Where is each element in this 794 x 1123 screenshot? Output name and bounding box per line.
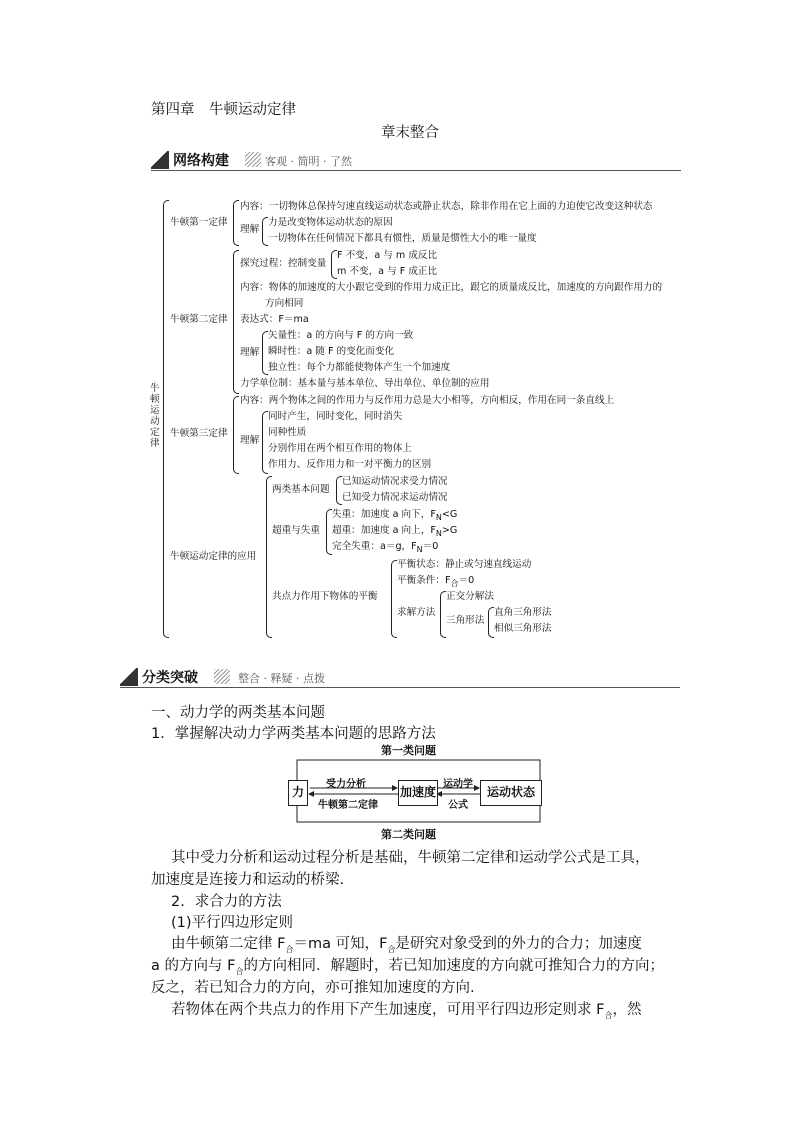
app-tri-label: 三角形法 [446,615,485,626]
section-subtitle: 客观 · 简明 · 了然 [265,155,352,168]
box-force: 力 [288,780,308,806]
chapter-title: 第四章 牛顿运动定律 [151,102,296,118]
section-corner-icon [151,151,169,169]
law2-units: 力学单位制：基本量与基本单位、导出单位、单位制的应用 [240,378,490,389]
law1-content: 内容：一切物体总保持匀速直线运动状态或静止状态，除非作用在它上面的力迫使它改变这种状态 [240,201,653,212]
para1-line1: 其中受力分析和运动过程分析是基础，牛顿第二定律和运动学公式是工具， [171,850,650,866]
heading-1-2: 2．求合力的方法 [171,894,282,910]
arrow1-bottom-label: 牛顿第二定律 [318,800,378,811]
root-brace [163,200,169,638]
law2-e2: m 不变，a 与 F 成正比 [337,266,438,277]
law3-u1: 同时产生，同时变化，同时消失 [268,411,403,422]
hatch-icon [214,669,230,684]
box-acceleration: 加速度 [398,780,438,806]
app-label: 牛顿运动定律的应用 [170,551,257,562]
section-network-bar [151,149,681,171]
para2-line1: 由牛顿第二定律 $F_合=ma$ 可知，$F_合$是研究对象受到的外力的合力；加速度 [171,936,642,954]
section-divider [120,687,680,688]
para2-line3: 反之，若已知合力的方向，亦可推知加速度的方向. [151,980,475,996]
app-eq-brace [391,560,397,638]
law3-u3: 分别作用在两个相互作用的物体上 [268,443,412,454]
app-brace [266,476,272,638]
app-over-label: 超重与失重 [272,525,320,536]
hatch-icon [245,152,261,167]
page-subtitle: 章末整合 [381,125,439,141]
app-t2: 已知受力情况求运动情况 [342,492,448,503]
law2-content1: 内容：物体的加速度的大小跟它受到的作用力成正比，跟它的质量成反比，加速度的方向跟作用力的 [240,282,663,293]
section-corner-icon [120,668,138,686]
law3-content: 内容：两个物体之间的作用力与反作用力总是大小相等，方向相反，作用在同一条直线上 [240,395,615,406]
app-o1: 失重：加速度 a 向下，$F_N<G$ [332,509,458,522]
law2-u1: 矢量性：a 的方向与 F 的方向一致 [268,330,414,341]
app-eq-label: 共点力作用下物体的平衡 [272,591,378,602]
heading-1: 一、动力学的两类基本问题 [151,705,325,721]
app-q1: 平衡状态：静止或匀速直线运动 [397,559,532,570]
law3-label: 牛顿第三定律 [170,428,228,439]
box-motion-state: 运动状态 [480,780,542,806]
root-label: 牛顿运动定律 [150,383,160,449]
diagram-bottom-label: 第二类问题 [381,828,436,841]
app-t1: 已知运动情况求受力情况 [342,476,448,487]
law2-content2: 方向相同 [265,298,304,309]
law2-u2: 瞬时性：a 随 F 的变化而变化 [268,346,395,357]
para1-line2: 加速度是连接力和运动的桥梁. [151,872,345,888]
para3-line1: 若物体在两个共点力的作用下产生加速度，可用平行四边形定则求 $F_合$，然 [171,1002,642,1020]
law2-expression: 表达式：F＝ma [240,314,309,325]
flow-diagram [288,742,550,840]
section-breakthrough-bar [120,666,680,688]
arrow1-top-label: 受力分析 [326,779,366,790]
law3-understand-label: 理解 [240,435,260,446]
app-q2: 平衡条件：$F_合=0$ [397,575,475,588]
law1-understand-label: 理解 [240,224,260,235]
law3-u4: 作用力、反作用力和一对平衡力的区别 [268,459,432,470]
app-tr2: 相似三角形法 [494,623,552,634]
arrow2-bottom-label: 公式 [448,800,468,811]
law3-brace [233,396,239,474]
section-divider [151,170,681,171]
law1-u2: 一切物体在任何情况下都具有惯性，质量是惯性大小的唯一量度 [268,233,537,244]
law1-label: 牛顿第一定律 [170,217,228,228]
section-title: 分类突破 [142,670,198,686]
para2-line2: a 的方向与 $F_合$的方向相同．解题时，若已知加速度的方向就可推知合力的方向； [151,958,664,976]
app-two-label: 两类基本问题 [272,484,330,495]
app-tr1: 直角三角形法 [494,607,552,618]
app-o3: 完全失重：a＝g，$F_N=0$ [332,541,439,554]
law2-u3: 独立性：每个力都能使物体产生一个加速度 [268,362,451,373]
law2-explore-label: 探究过程：控制变量 [240,258,327,269]
law2-understand-label: 理解 [240,347,260,358]
app-o2: 超重：加速度 a 向上，$F_N>G$ [332,525,458,538]
arrow2-top-label: 运动学 [443,779,473,790]
heading-1-1: 1．掌握解决动力学两类基本问题的思路方法 [151,726,436,742]
section-title: 网络构建 [173,153,229,169]
law2-brace [233,250,239,394]
section-subtitle: 整合 · 释疑 · 点拨 [238,672,325,685]
app-m1: 正交分解法 [446,591,494,602]
app-method-label: 求解方法 [397,607,436,618]
law3-u2: 同种性质 [268,427,307,438]
law2-label: 牛顿第二定律 [170,314,228,325]
heading-1-2-1: (1)平行四边形定则 [171,915,294,931]
law2-e1: F 不变，a 与 m 成反比 [337,250,438,261]
law1-u1: 力是改变物体运动状态的原因 [268,217,393,228]
diagram-top-label: 第一类问题 [381,744,436,757]
law1-brace [233,200,239,246]
